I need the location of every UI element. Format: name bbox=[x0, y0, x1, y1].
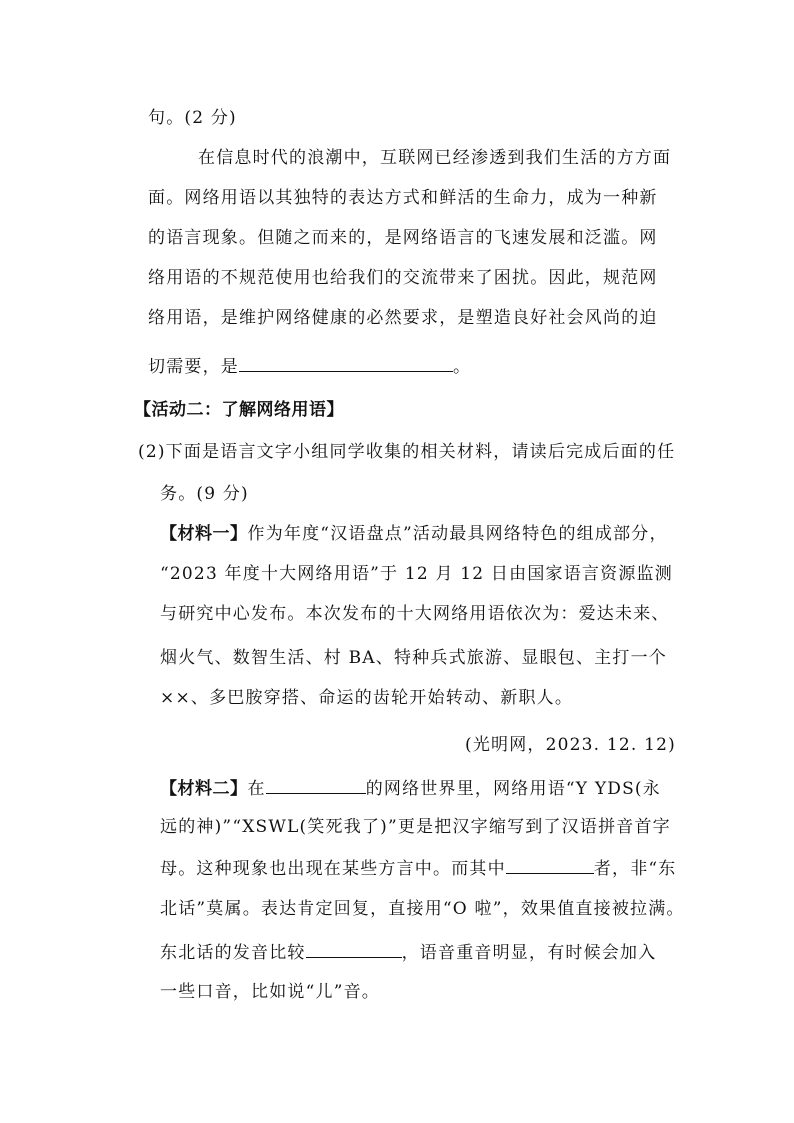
text-span: 东北话的发音比较 bbox=[160, 943, 306, 963]
material-line: 远的神)”“XSWL(笑死我了)”更是把汉字缩写到了汉语拼音首字 bbox=[160, 817, 671, 837]
text-span: 。 bbox=[453, 357, 472, 377]
paragraph-line: 络用语的不规范使用也给我们的交流带来了困扰。因此，规范网 bbox=[148, 268, 658, 288]
material-line: “2023 年度十大网络用语”于 12 月 12 日由国家语言资源监测 bbox=[160, 564, 673, 584]
text-span: 母。这种现象也出现在某些方言中。而其中 bbox=[160, 859, 506, 879]
material-line bbox=[160, 939, 656, 965]
paragraph-line: 络用语，是维护网络健康的必然要求，是塑造良好社会风尚的迫 bbox=[148, 308, 658, 328]
answer-blank[interactable] bbox=[266, 775, 366, 794]
section-heading: 【活动二：了解网络用语】 bbox=[134, 400, 344, 420]
paragraph-line bbox=[148, 353, 471, 379]
text-span: ，语音重音明显，有时候会加入 bbox=[401, 943, 657, 963]
paragraph-line: 在信息时代的浪潮中，互联网已经渗透到我们生活的方方面 bbox=[198, 148, 672, 168]
question-line: 务。(9 分) bbox=[160, 484, 249, 504]
paragraph-line: 句。(2 分) bbox=[148, 108, 237, 128]
answer-blank[interactable] bbox=[506, 855, 594, 874]
answer-blank[interactable] bbox=[306, 939, 402, 958]
text-span: 作为年度“汉语盘点”活动最具网络特色的组成部分， bbox=[247, 524, 668, 544]
text-span: 者，非“东 bbox=[593, 859, 677, 879]
material-line bbox=[160, 522, 668, 546]
material-line: 一些口音，比如说“儿”音。 bbox=[160, 982, 380, 1002]
material-label: 【材料一】 bbox=[160, 524, 248, 544]
material-line bbox=[160, 775, 661, 801]
paragraph-line: 的语言现象。但随之而来的，是网络语言的飞速发展和泛滥。网 bbox=[148, 228, 658, 248]
material-line bbox=[160, 855, 677, 881]
material-line: 与研究中心发布。本次发布的十大网络用语依次为：爱达未来、 bbox=[160, 604, 670, 624]
material-label: 【材料二】 bbox=[160, 779, 248, 799]
text-span: 切需要，是 bbox=[148, 357, 239, 377]
material-source: (光明网，2023. 12. 12) bbox=[464, 735, 676, 755]
text-span: 的网络世界里，网络用语“Y YDS(永 bbox=[365, 779, 661, 799]
text-span: 在 bbox=[247, 779, 266, 799]
question-line: (2)下面是语言文字小组同学收集的相关材料，请读后完成后面的任 bbox=[138, 442, 676, 462]
material-line: ××、多巴胺穿搭、命运的齿轮开始转动、新职人。 bbox=[160, 688, 574, 708]
paragraph-line: 面。网络用语以其独特的表达方式和鲜活的生命力，成为一种新 bbox=[148, 188, 658, 208]
answer-blank[interactable] bbox=[239, 353, 453, 372]
material-line: 北话”莫属。表达肯定回复，直接用“O 啦”，效果值直接被拉满。 bbox=[160, 899, 685, 919]
material-line: 烟火气、数智生活、村 BA、特种兵式旅游、显眼包、主打一个 bbox=[160, 648, 667, 668]
